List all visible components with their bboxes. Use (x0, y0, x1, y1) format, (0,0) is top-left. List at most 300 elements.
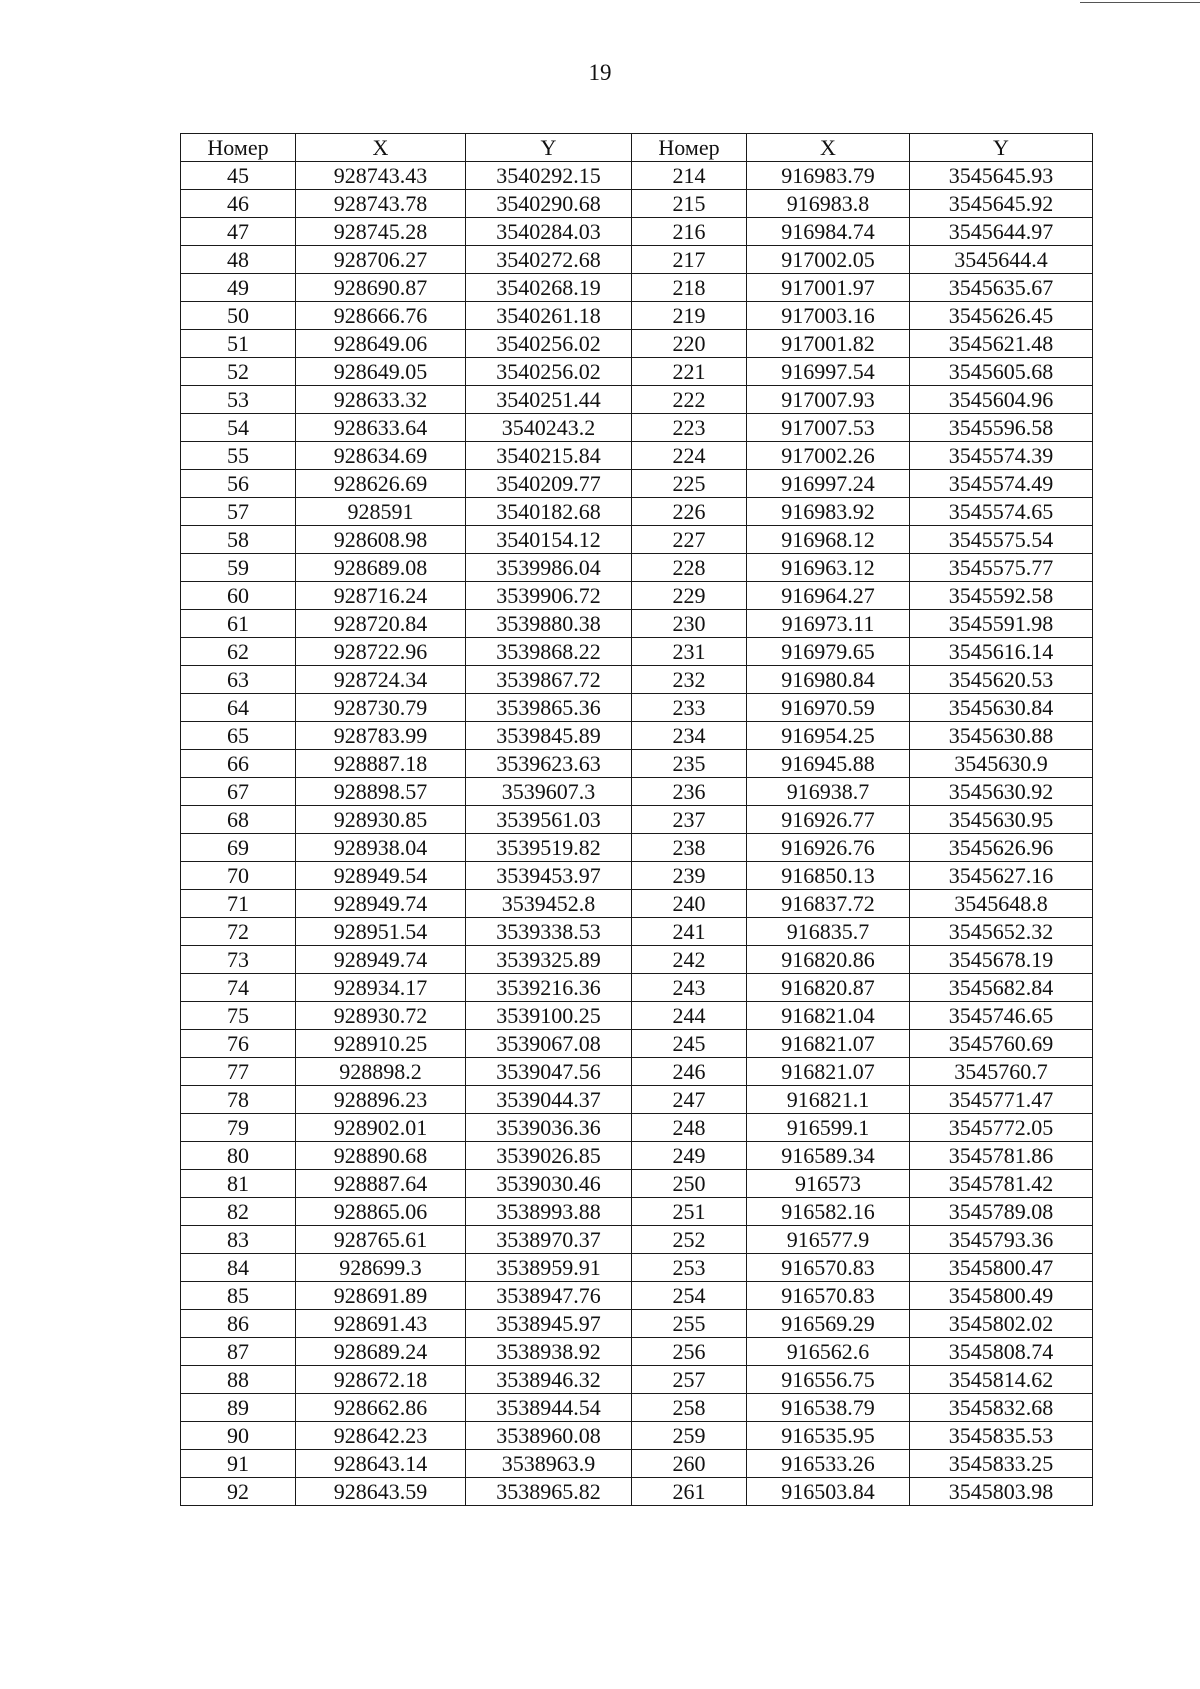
table-row (181, 162, 1093, 190)
cell-number-left: 54 (181, 414, 296, 442)
cell-y-right: 3545645.93 (910, 162, 1093, 190)
cell-y-left: 3539036.36 (466, 1114, 632, 1142)
cell-y-right: 3545591.98 (910, 610, 1093, 638)
cell-number-right: 234 (632, 722, 747, 750)
cell-y-left: 3538944.54 (466, 1394, 632, 1422)
cell-number-left: 48 (181, 246, 296, 274)
cell-number-left: 87 (181, 1338, 296, 1366)
cell-y-left: 3539026.85 (466, 1142, 632, 1170)
cell-y-left: 3540290.68 (466, 190, 632, 218)
table-row (181, 1142, 1093, 1170)
cell-x-left: 928898.57 (296, 778, 466, 806)
cell-number-right: 259 (632, 1422, 747, 1450)
page-number: 19 (588, 60, 612, 85)
cell-number-right: 228 (632, 554, 747, 582)
cell-number-right: 258 (632, 1394, 747, 1422)
cell-x-left: 928887.18 (296, 750, 466, 778)
cell-x-right: 916970.59 (747, 694, 910, 722)
cell-x-left: 928730.79 (296, 694, 466, 722)
cell-y-left: 3539100.25 (466, 1002, 632, 1030)
cell-x-left: 928666.76 (296, 302, 466, 330)
cell-x-right: 916983.8 (747, 190, 910, 218)
table-row (181, 890, 1093, 918)
cell-number-left: 75 (181, 1002, 296, 1030)
cell-x-right: 916533.26 (747, 1450, 910, 1478)
cell-y-left: 3540268.19 (466, 274, 632, 302)
table-row (181, 498, 1093, 526)
cell-y-left: 3540256.02 (466, 330, 632, 358)
cell-number-left: 68 (181, 806, 296, 834)
cell-y-left: 3538960.08 (466, 1422, 632, 1450)
cell-y-right: 3545575.77 (910, 554, 1093, 582)
cell-y-left: 3538963.9 (466, 1450, 632, 1478)
cell-x-left: 928949.54 (296, 862, 466, 890)
cell-number-left: 89 (181, 1394, 296, 1422)
cell-number-right: 252 (632, 1226, 747, 1254)
cell-x-left: 928783.99 (296, 722, 466, 750)
cell-number-right: 245 (632, 1030, 747, 1058)
cell-y-right: 3545574.65 (910, 498, 1093, 526)
cell-x-right: 917002.05 (747, 246, 910, 274)
cell-y-right: 3545630.9 (910, 750, 1093, 778)
cell-number-right: 250 (632, 1170, 747, 1198)
cell-number-left: 49 (181, 274, 296, 302)
cell-x-left: 928691.43 (296, 1310, 466, 1338)
cell-number-right: 248 (632, 1114, 747, 1142)
header-x-right: X (747, 134, 910, 162)
cell-number-left: 90 (181, 1422, 296, 1450)
cell-x-right: 916820.86 (747, 946, 910, 974)
table-row (181, 1254, 1093, 1282)
cell-y-left: 3540272.68 (466, 246, 632, 274)
table-row (181, 386, 1093, 414)
table-row (181, 442, 1093, 470)
cell-x-right: 916968.12 (747, 526, 910, 554)
cell-number-right: 253 (632, 1254, 747, 1282)
cell-y-left: 3540243.2 (466, 414, 632, 442)
cell-y-right: 3545605.68 (910, 358, 1093, 386)
cell-y-right: 3545803.98 (910, 1478, 1093, 1506)
cell-number-right: 256 (632, 1338, 747, 1366)
table-row (181, 1478, 1093, 1506)
cell-x-left: 928649.05 (296, 358, 466, 386)
cell-x-left: 928938.04 (296, 834, 466, 862)
cell-x-left: 928706.27 (296, 246, 466, 274)
table-row (181, 470, 1093, 498)
cell-number-right: 238 (632, 834, 747, 862)
cell-y-right: 3545833.25 (910, 1450, 1093, 1478)
cell-x-left: 928720.84 (296, 610, 466, 638)
cell-y-right: 3545800.49 (910, 1282, 1093, 1310)
cell-x-left: 928626.69 (296, 470, 466, 498)
cell-x-right: 916820.87 (747, 974, 910, 1002)
cell-x-left: 928643.14 (296, 1450, 466, 1478)
cell-number-right: 227 (632, 526, 747, 554)
cell-y-right: 3545596.58 (910, 414, 1093, 442)
cell-x-right: 916573 (747, 1170, 910, 1198)
cell-y-right: 3545630.95 (910, 806, 1093, 834)
cell-y-left: 3538947.76 (466, 1282, 632, 1310)
cell-number-right: 254 (632, 1282, 747, 1310)
cell-y-right: 3545802.02 (910, 1310, 1093, 1338)
table-row (181, 666, 1093, 694)
cell-x-left: 928887.64 (296, 1170, 466, 1198)
table-body (181, 162, 1093, 1506)
table-row (181, 1030, 1093, 1058)
table-row (181, 302, 1093, 330)
cell-y-left: 3540256.02 (466, 358, 632, 386)
table-row (181, 750, 1093, 778)
cell-x-left: 928743.43 (296, 162, 466, 190)
cell-y-left: 3539044.37 (466, 1086, 632, 1114)
cell-y-left: 3539216.36 (466, 974, 632, 1002)
cell-number-left: 88 (181, 1366, 296, 1394)
cell-y-right: 3545574.39 (910, 442, 1093, 470)
cell-y-right: 3545781.86 (910, 1142, 1093, 1170)
cell-x-right: 916821.07 (747, 1030, 910, 1058)
cell-y-right: 3545808.74 (910, 1338, 1093, 1366)
cell-x-right: 916538.79 (747, 1394, 910, 1422)
cell-number-right: 241 (632, 918, 747, 946)
cell-y-left: 3539865.36 (466, 694, 632, 722)
table-row (181, 1086, 1093, 1114)
cell-x-left: 928765.61 (296, 1226, 466, 1254)
cell-number-left: 64 (181, 694, 296, 722)
cell-x-right: 916984.74 (747, 218, 910, 246)
cell-number-right: 229 (632, 582, 747, 610)
table-row (181, 190, 1093, 218)
cell-y-left: 3539868.22 (466, 638, 632, 666)
cell-x-right: 916569.29 (747, 1310, 910, 1338)
table-row (181, 1366, 1093, 1394)
table-row (181, 274, 1093, 302)
cell-x-left: 928691.89 (296, 1282, 466, 1310)
table-row (181, 1170, 1093, 1198)
cell-y-left: 3540215.84 (466, 442, 632, 470)
cell-x-left: 928608.98 (296, 526, 466, 554)
cell-y-right: 3545630.84 (910, 694, 1093, 722)
cell-y-right: 3545626.96 (910, 834, 1093, 862)
cell-number-right: 260 (632, 1450, 747, 1478)
cell-y-left: 3539030.46 (466, 1170, 632, 1198)
cell-number-left: 52 (181, 358, 296, 386)
scan-artifact-line (1080, 2, 1200, 3)
cell-number-right: 214 (632, 162, 747, 190)
cell-y-right: 3545678.19 (910, 946, 1093, 974)
cell-x-right: 917001.82 (747, 330, 910, 358)
cell-number-left: 85 (181, 1282, 296, 1310)
cell-number-left: 81 (181, 1170, 296, 1198)
table-row (181, 638, 1093, 666)
cell-x-right: 916835.7 (747, 918, 910, 946)
cell-y-right: 3545835.53 (910, 1422, 1093, 1450)
cell-x-left: 928642.23 (296, 1422, 466, 1450)
cell-y-right: 3545771.47 (910, 1086, 1093, 1114)
table-row (181, 1198, 1093, 1226)
cell-x-right: 916837.72 (747, 890, 910, 918)
cell-number-right: 240 (632, 890, 747, 918)
cell-number-left: 78 (181, 1086, 296, 1114)
cell-x-left: 928716.24 (296, 582, 466, 610)
cell-x-left: 928591 (296, 498, 466, 526)
cell-number-right: 230 (632, 610, 747, 638)
header-x-left: X (296, 134, 466, 162)
cell-x-left: 928649.06 (296, 330, 466, 358)
cell-y-left: 3539561.03 (466, 806, 632, 834)
cell-number-right: 257 (632, 1366, 747, 1394)
cell-y-right: 3545574.49 (910, 470, 1093, 498)
cell-number-left: 50 (181, 302, 296, 330)
table-row (181, 1450, 1093, 1478)
header-number-left: Номер (181, 134, 296, 162)
coordinates-table (180, 133, 1093, 1506)
cell-x-left: 928949.74 (296, 946, 466, 974)
cell-x-left: 928724.34 (296, 666, 466, 694)
cell-x-right: 916821.1 (747, 1086, 910, 1114)
cell-x-right: 916997.54 (747, 358, 910, 386)
cell-x-left: 928699.3 (296, 1254, 466, 1282)
cell-number-right: 249 (632, 1142, 747, 1170)
cell-y-right: 3545814.62 (910, 1366, 1093, 1394)
cell-y-right: 3545772.05 (910, 1114, 1093, 1142)
cell-number-left: 79 (181, 1114, 296, 1142)
cell-number-left: 74 (181, 974, 296, 1002)
cell-number-right: 233 (632, 694, 747, 722)
cell-x-left: 928865.06 (296, 1198, 466, 1226)
cell-number-right: 226 (632, 498, 747, 526)
cell-number-left: 59 (181, 554, 296, 582)
cell-number-left: 63 (181, 666, 296, 694)
cell-x-right: 916926.77 (747, 806, 910, 834)
header-y-left: Y (466, 134, 632, 162)
cell-x-left: 928643.59 (296, 1478, 466, 1506)
cell-x-right: 916577.9 (747, 1226, 910, 1254)
cell-x-right: 916983.79 (747, 162, 910, 190)
cell-x-left: 928898.2 (296, 1058, 466, 1086)
cell-number-right: 243 (632, 974, 747, 1002)
table-row (181, 834, 1093, 862)
cell-number-left: 67 (181, 778, 296, 806)
table-row (181, 778, 1093, 806)
cell-x-right: 916945.88 (747, 750, 910, 778)
cell-y-right: 3545575.54 (910, 526, 1093, 554)
cell-y-left: 3538959.91 (466, 1254, 632, 1282)
cell-x-left: 928890.68 (296, 1142, 466, 1170)
cell-x-right: 916963.12 (747, 554, 910, 582)
cell-y-left: 3539906.72 (466, 582, 632, 610)
cell-x-left: 928902.01 (296, 1114, 466, 1142)
cell-x-left: 928930.85 (296, 806, 466, 834)
cell-number-right: 217 (632, 246, 747, 274)
cell-number-left: 58 (181, 526, 296, 554)
table-row (181, 582, 1093, 610)
cell-number-right: 246 (632, 1058, 747, 1086)
cell-x-right: 916570.83 (747, 1282, 910, 1310)
cell-y-left: 3539047.56 (466, 1058, 632, 1086)
cell-y-right: 3545682.84 (910, 974, 1093, 1002)
cell-number-left: 61 (181, 610, 296, 638)
table-row (181, 974, 1093, 1002)
table-row (181, 330, 1093, 358)
cell-x-left: 928949.74 (296, 890, 466, 918)
table-row (181, 554, 1093, 582)
cell-x-left: 928634.69 (296, 442, 466, 470)
cell-y-right: 3545627.16 (910, 862, 1093, 890)
cell-number-right: 236 (632, 778, 747, 806)
cell-number-right: 239 (632, 862, 747, 890)
table-row (181, 694, 1093, 722)
cell-y-left: 3540182.68 (466, 498, 632, 526)
cell-y-left: 3539845.89 (466, 722, 632, 750)
cell-number-left: 56 (181, 470, 296, 498)
table-row (181, 358, 1093, 386)
cell-number-right: 223 (632, 414, 747, 442)
cell-number-left: 62 (181, 638, 296, 666)
cell-x-right: 916964.27 (747, 582, 910, 610)
cell-y-left: 3538993.88 (466, 1198, 632, 1226)
cell-y-right: 3545652.32 (910, 918, 1093, 946)
cell-y-right: 3545616.14 (910, 638, 1093, 666)
cell-y-left: 3539067.08 (466, 1030, 632, 1058)
cell-x-left: 928633.64 (296, 414, 466, 442)
cell-y-left: 3539986.04 (466, 554, 632, 582)
table-row (181, 1226, 1093, 1254)
cell-y-right: 3545760.7 (910, 1058, 1093, 1086)
cell-x-right: 917007.53 (747, 414, 910, 442)
cell-x-right: 916926.76 (747, 834, 910, 862)
cell-y-left: 3540261.18 (466, 302, 632, 330)
cell-y-left: 3539623.63 (466, 750, 632, 778)
cell-y-right: 3545630.92 (910, 778, 1093, 806)
cell-y-left: 3539867.72 (466, 666, 632, 694)
cell-x-right: 916980.84 (747, 666, 910, 694)
cell-x-left: 928633.32 (296, 386, 466, 414)
table-row (181, 1002, 1093, 1030)
cell-number-left: 73 (181, 946, 296, 974)
cell-number-right: 235 (632, 750, 747, 778)
cell-x-right: 917001.97 (747, 274, 910, 302)
header-number-right: Номер (632, 134, 747, 162)
table-row (181, 806, 1093, 834)
cell-x-right: 917003.16 (747, 302, 910, 330)
cell-x-left: 928930.72 (296, 1002, 466, 1030)
cell-number-right: 215 (632, 190, 747, 218)
cell-y-right: 3545789.08 (910, 1198, 1093, 1226)
cell-number-left: 60 (181, 582, 296, 610)
cell-number-left: 80 (181, 1142, 296, 1170)
cell-number-left: 83 (181, 1226, 296, 1254)
cell-number-right: 247 (632, 1086, 747, 1114)
cell-number-right: 221 (632, 358, 747, 386)
cell-number-left: 84 (181, 1254, 296, 1282)
table-row (181, 722, 1093, 750)
table-row (181, 246, 1093, 274)
cell-number-right: 216 (632, 218, 747, 246)
table-row (181, 610, 1093, 638)
cell-y-left: 3539325.89 (466, 946, 632, 974)
cell-x-left: 928689.08 (296, 554, 466, 582)
cell-y-left: 3539452.8 (466, 890, 632, 918)
cell-number-left: 69 (181, 834, 296, 862)
cell-y-right: 3545793.36 (910, 1226, 1093, 1254)
cell-y-left: 3540284.03 (466, 218, 632, 246)
cell-x-left: 928689.24 (296, 1338, 466, 1366)
cell-y-right: 3545635.67 (910, 274, 1093, 302)
cell-x-right: 916821.04 (747, 1002, 910, 1030)
cell-x-left: 928745.28 (296, 218, 466, 246)
cell-number-left: 45 (181, 162, 296, 190)
cell-number-left: 77 (181, 1058, 296, 1086)
cell-number-left: 76 (181, 1030, 296, 1058)
table-row (181, 1114, 1093, 1142)
table-row (181, 1282, 1093, 1310)
cell-x-right: 916562.6 (747, 1338, 910, 1366)
cell-y-right: 3545648.8 (910, 890, 1093, 918)
cell-y-right: 3545604.96 (910, 386, 1093, 414)
cell-number-right: 232 (632, 666, 747, 694)
cell-number-left: 92 (181, 1478, 296, 1506)
cell-y-right: 3545621.48 (910, 330, 1093, 358)
cell-x-left: 928722.96 (296, 638, 466, 666)
cell-y-right: 3545746.65 (910, 1002, 1093, 1030)
cell-x-left: 928690.87 (296, 274, 466, 302)
cell-number-right: 218 (632, 274, 747, 302)
cell-y-left: 3539519.82 (466, 834, 632, 862)
cell-y-left: 3538946.32 (466, 1366, 632, 1394)
cell-number-left: 51 (181, 330, 296, 358)
cell-x-right: 916556.75 (747, 1366, 910, 1394)
cell-x-left: 928896.23 (296, 1086, 466, 1114)
cell-y-right: 3545645.92 (910, 190, 1093, 218)
cell-x-right: 916997.24 (747, 470, 910, 498)
cell-number-left: 71 (181, 890, 296, 918)
table-row (181, 1394, 1093, 1422)
table-row (181, 862, 1093, 890)
cell-x-right: 916589.34 (747, 1142, 910, 1170)
cell-number-left: 70 (181, 862, 296, 890)
cell-x-right: 916503.84 (747, 1478, 910, 1506)
cell-x-right: 916979.65 (747, 638, 910, 666)
cell-y-right: 3545592.58 (910, 582, 1093, 610)
table-row (181, 526, 1093, 554)
cell-number-left: 86 (181, 1310, 296, 1338)
cell-number-right: 225 (632, 470, 747, 498)
cell-y-right: 3545620.53 (910, 666, 1093, 694)
cell-number-left: 82 (181, 1198, 296, 1226)
cell-x-right: 916973.11 (747, 610, 910, 638)
cell-number-left: 65 (181, 722, 296, 750)
table-row (181, 918, 1093, 946)
cell-y-left: 3538965.82 (466, 1478, 632, 1506)
cell-x-right: 916821.07 (747, 1058, 910, 1086)
cell-x-left: 928662.86 (296, 1394, 466, 1422)
cell-x-right: 916954.25 (747, 722, 910, 750)
cell-number-right: 251 (632, 1198, 747, 1226)
cell-y-left: 3539338.53 (466, 918, 632, 946)
cell-y-left: 3538970.37 (466, 1226, 632, 1254)
cell-y-left: 3540251.44 (466, 386, 632, 414)
cell-number-right: 231 (632, 638, 747, 666)
cell-number-left: 53 (181, 386, 296, 414)
cell-y-left: 3538945.97 (466, 1310, 632, 1338)
cell-x-right: 916535.95 (747, 1422, 910, 1450)
cell-number-right: 222 (632, 386, 747, 414)
cell-x-right: 916582.16 (747, 1198, 910, 1226)
cell-x-left: 928934.17 (296, 974, 466, 1002)
cell-x-left: 928910.25 (296, 1030, 466, 1058)
cell-y-left: 3540292.15 (466, 162, 632, 190)
cell-number-right: 224 (632, 442, 747, 470)
